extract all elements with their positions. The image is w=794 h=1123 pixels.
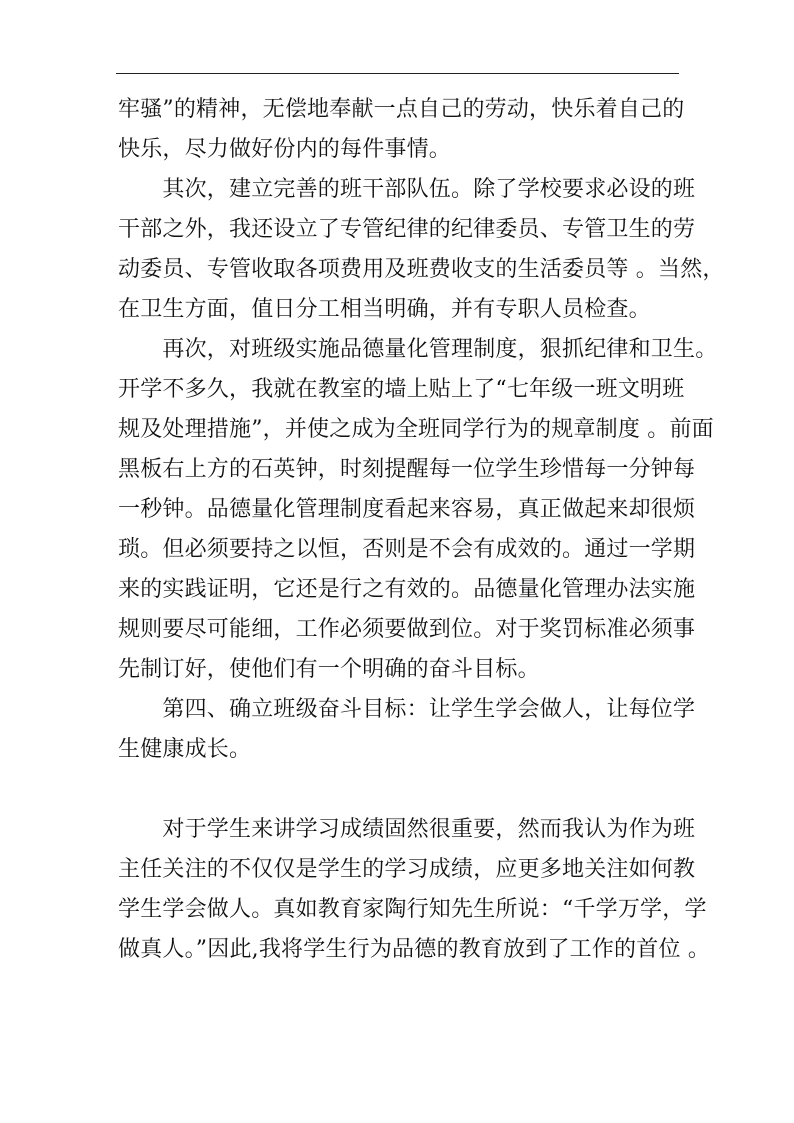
text-line: 琐。但必须要持之以恒，否则是不会有成效的。通过一学期 xyxy=(118,537,696,562)
text-line: 来的实践证明，它还是行之有效的。品德量化管理办法实施 xyxy=(118,577,696,602)
text-line: 对于学生来讲学习成绩固然很重要，然而我认为作为班 xyxy=(118,817,696,842)
document-body xyxy=(118,90,725,970)
text-line: 做真人。”因此,我将学生行为品德的教育放到了工作的首位 。 xyxy=(118,937,711,962)
text-line: 牢骚”的精神，无偿地奉献一点自己的劳动，快乐着自己的 xyxy=(118,97,685,122)
text-line: 开学不多久，我就在教室的墙上贴上了“七年级一班文明班 xyxy=(118,377,685,402)
text-line: 生健康成长。 xyxy=(118,737,252,762)
text-line: 快乐，尽力做好份内的每件事情。 xyxy=(118,137,452,162)
text-line: 其次，建立完善的班干部队伍。除了学校要求必设的班 xyxy=(118,177,696,202)
text-line: 动委员、专管收取各项费用及班费收支的生活委员等 。当然， xyxy=(118,257,725,282)
paragraph-gap xyxy=(118,770,678,810)
text-line: 第四、确立班级奋斗目标：让学生学会做人，让每位学 xyxy=(118,697,696,722)
text-line: 再次，对班级实施品德量化管理制度，狠抓纪律和卫生。 xyxy=(118,337,718,362)
header-rule xyxy=(116,73,679,74)
text-line: 干部之外，我还设立了专管纪律的纪律委员、专管卫生的劳 xyxy=(118,217,696,242)
paragraph-block-2 xyxy=(118,810,711,970)
text-line: 规及处理措施”，并使之成为全班同学行为的规章制度 。前面 xyxy=(118,417,714,442)
text-line: 一秒钟。品德量化管理制度看起来容易，真正做起来却很烦 xyxy=(118,497,696,522)
text-line: 黑板右上方的石英钟，时刻提醒每一位学生珍惜每一分钟每 xyxy=(118,457,696,482)
text-line: 规则要尽可能细，工作必须要做到位。对于奖罚标准必须事 xyxy=(118,617,696,642)
text-line: 在卫生方面，值日分工相当明确，并有专职人员检查。 xyxy=(118,297,651,322)
paragraph-block-1 xyxy=(118,90,725,770)
text-line: 先制订好，使他们有一个明确的奋斗目标。 xyxy=(118,657,540,682)
text-line: 主任关注的不仅仅是学生的学习成绩，应更多地关注如何教 xyxy=(118,857,696,882)
text-line: 学生学会做人。真如教育家陶行知先生所说：“千学万学，学 xyxy=(118,897,707,922)
